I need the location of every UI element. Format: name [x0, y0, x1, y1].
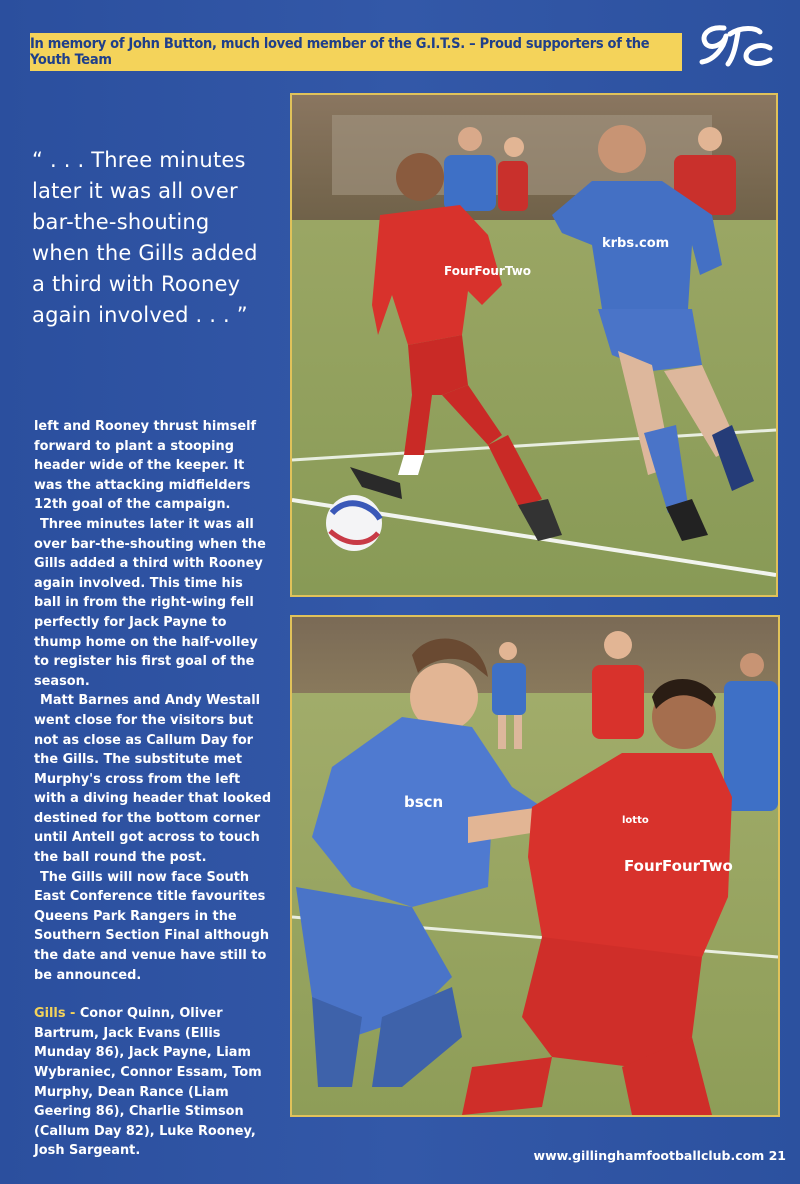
lineup-label: Gills - — [34, 1006, 80, 1022]
article-paragraph: left and Rooney thrust himself forward to plant a stooping header wide of the keeper. It was the attacking midfielders 12th goal of the campaign. — [34, 419, 257, 513]
article-paragraph: Matt Barnes and Andy Westall went close for the visitors but not as close as Callum Day for the Gills. The substitute met Murphy's cross from the left with a diving header that looked destined for the bottom corner until Antell got across to touch the ball round the post. — [34, 693, 272, 866]
shirt-sponsor-text: FourFourTwo — [444, 264, 532, 278]
shirt-sponsor-text: krbs.com — [602, 236, 670, 251]
memorial-banner-text: In memory of John Button, much loved member of the G.I.T.S. – Proud supporters of the Youth Team — [30, 36, 650, 68]
team-lineup — [34, 1004, 274, 1161]
shirt-brand-text: lotto — [622, 815, 649, 826]
football-icon — [326, 495, 382, 551]
article-body — [34, 417, 274, 1161]
match-photo-bottom — [290, 615, 780, 1117]
shirt-sponsor-text: bscn — [404, 793, 444, 811]
gfc-monogram-icon — [694, 18, 776, 74]
article-paragraph: Three minutes later it was all over bar-the-shouting when the Gills added a third with Rooney again involved. This time his ball in from the right-wing fell perfectly for Jack Payne to thump home on the half-volley to register his first goal of the season. — [34, 516, 266, 689]
footer-url-page-number: www.gillinghamfootballclub.com 21 — [533, 1148, 786, 1163]
article-paragraph: The Gills will now face South East Conference title favourites Queens Park Rangers in the Southern Section Final although the date and venue have still to be announced. — [34, 869, 270, 983]
lineup-players: Conor Quinn, Oliver Bartrum, Jack Evans (Ellis Munday 86), Jack Payne, Liam Wybraniec, Connor Essam, Tom Murphy, Dean Rance (Liam Geering 86), Charlie Stimson (Callum Day 82), Luke Rooney, Josh Sargeant. — [34, 1006, 262, 1159]
shirt-sponsor-text: FourFourTwo — [624, 857, 733, 875]
pull-quote: “ . . . Three minutes later it was all over bar-the-shouting when the Gills added a third with Rooney again involved . . . ” — [32, 148, 258, 327]
memorial-banner — [30, 33, 682, 71]
match-photo-top — [290, 93, 778, 597]
